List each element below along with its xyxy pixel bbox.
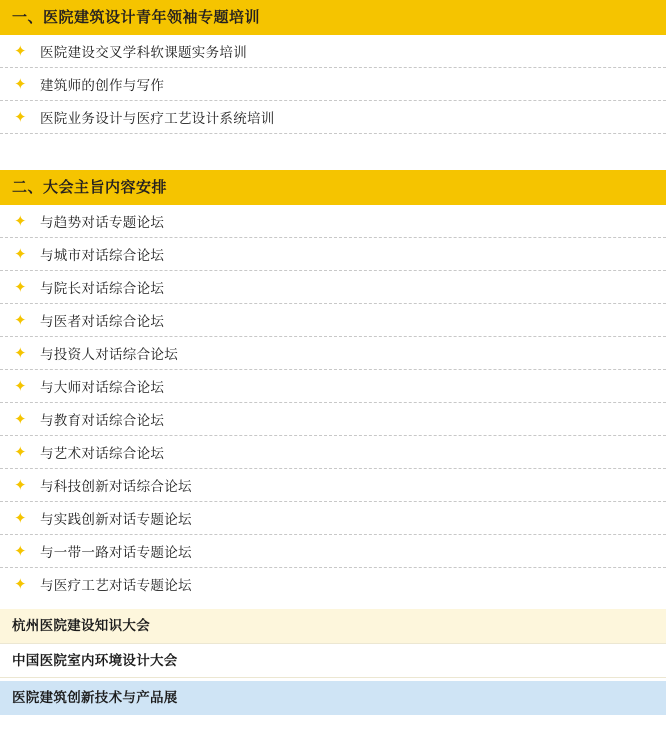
list-item[interactable] <box>0 535 666 568</box>
diamond-bullet-icon: ✦ <box>14 575 27 593</box>
list-item[interactable] <box>0 568 666 601</box>
diamond-bullet-icon: ✦ <box>14 245 27 263</box>
section-1-header: 一、医院建筑设计青年领袖专题培训 <box>0 0 666 35</box>
diamond-bullet-icon: ✦ <box>14 542 27 560</box>
section-spacer <box>0 134 666 170</box>
list-item[interactable] <box>0 337 666 370</box>
list-item[interactable] <box>0 436 666 469</box>
list-item-label: 建筑师的创作与写作 <box>40 78 165 93</box>
list-item-label: 与趋势对话专题论坛 <box>40 215 165 230</box>
section-2 <box>0 170 666 601</box>
diamond-bullet-icon: ✦ <box>14 410 27 428</box>
diamond-bullet-icon: ✦ <box>14 476 27 494</box>
section-1-list <box>0 35 666 134</box>
list-item[interactable] <box>0 68 666 101</box>
diamond-bullet-icon: ✦ <box>14 344 27 362</box>
list-item-label: 与教育对话综合论坛 <box>40 413 165 428</box>
diamond-bullet-icon: ✦ <box>14 377 27 395</box>
list-item[interactable] <box>0 238 666 271</box>
list-item-label: 与实践创新对话专题论坛 <box>40 512 192 527</box>
diamond-bullet-icon: ✦ <box>14 42 27 60</box>
section-1 <box>0 0 666 134</box>
diamond-bullet-icon: ✦ <box>14 75 27 93</box>
list-item-label: 医院业务设计与医疗工艺设计系统培训 <box>40 111 275 126</box>
diamond-bullet-icon: ✦ <box>14 212 27 230</box>
list-item-label: 与艺术对话综合论坛 <box>40 446 165 461</box>
list-item-label: 与大师对话综合论坛 <box>40 380 165 395</box>
diamond-bullet-icon: ✦ <box>14 311 27 329</box>
list-item-label: 与一带一路对话专题论坛 <box>40 545 192 560</box>
list-item[interactable] <box>0 271 666 304</box>
diamond-bullet-icon: ✦ <box>14 443 27 461</box>
band-hangzhou-knowledge-conference[interactable]: 杭州医院建设知识大会 <box>0 609 666 643</box>
list-item-label: 与院长对话综合论坛 <box>40 281 165 296</box>
band-innovation-technology-expo[interactable]: 医院建筑创新技术与产品展 <box>0 681 666 715</box>
list-item-label: 与投资人对话综合论坛 <box>40 347 178 362</box>
band-spacer <box>0 601 666 609</box>
list-item-label: 与城市对话综合论坛 <box>40 248 165 263</box>
band-interior-environment-design-conference[interactable]: 中国医院室内环境设计大会 <box>0 643 666 679</box>
diamond-bullet-icon: ✦ <box>14 509 27 527</box>
list-item[interactable] <box>0 370 666 403</box>
section-2-header: 二、大会主旨内容安排 <box>0 170 666 205</box>
list-item[interactable] <box>0 469 666 502</box>
list-item[interactable] <box>0 403 666 436</box>
list-item-label: 与医者对话综合论坛 <box>40 314 165 329</box>
list-item[interactable] <box>0 304 666 337</box>
diamond-bullet-icon: ✦ <box>14 278 27 296</box>
list-item-label: 与科技创新对话综合论坛 <box>40 479 192 494</box>
section-2-list <box>0 205 666 601</box>
list-item[interactable] <box>0 502 666 535</box>
list-item-label: 医院建设交叉学科软课题实务培训 <box>40 45 247 60</box>
diamond-bullet-icon: ✦ <box>14 108 27 126</box>
list-item[interactable] <box>0 35 666 68</box>
list-item[interactable] <box>0 205 666 238</box>
list-item-label: 与医疗工艺对话专题论坛 <box>40 578 192 593</box>
list-item[interactable] <box>0 101 666 134</box>
